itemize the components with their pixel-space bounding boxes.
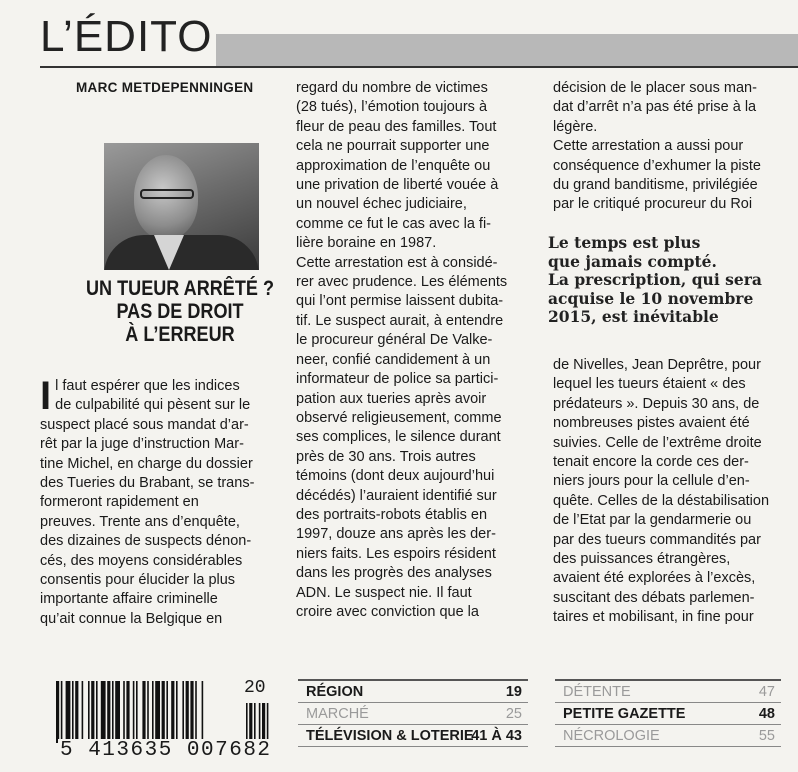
text-line: neer, confié candidement à un — [296, 351, 491, 368]
text-line: décision de le placer sous man- — [553, 80, 757, 96]
article-column-3-top — [553, 79, 793, 215]
text-line: dans les progrès des analyses — [296, 565, 492, 582]
text-line: lière boraine en 1987. — [296, 235, 437, 252]
barcode-bar — [133, 681, 135, 743]
text-line: témoins (dont deux aujourd’hui — [296, 468, 495, 485]
text-line: tine Michel, en charge du dossier — [40, 455, 253, 472]
toc-page-number: 25 — [505, 706, 522, 722]
text-line: des portraits-robots établis en — [296, 506, 488, 523]
text-line: ses complices, le silence durant — [296, 429, 501, 446]
text-line: tif. Le suspect aurait, à entendre — [296, 312, 504, 329]
text-line: (28 tués), l’émotion toujours à — [296, 99, 488, 116]
photo-glasses-shape — [140, 189, 194, 199]
barcode-bar — [166, 681, 168, 743]
text-line: une privation de liberté vouée à — [296, 177, 499, 194]
text-line: 1997, douze ans après les der- — [296, 526, 496, 543]
barcode-bar — [126, 681, 129, 743]
toc-label: TÉLÉVISION & LOTERIE — [306, 728, 474, 744]
barcode-bar — [136, 681, 138, 743]
text-line: de Nivelles, Jean Deprêtre, pour — [553, 357, 761, 373]
toc-entry — [298, 725, 528, 747]
toc-entry — [555, 725, 781, 747]
barcode-bar — [155, 681, 160, 743]
text-line: suspect placé sous mandat d’ar- — [40, 416, 249, 433]
article-column-3-bottom — [553, 356, 793, 628]
barcode-digits: 5 413635 007682 — [60, 739, 272, 762]
text-line: taires et mobilisant, in fine pour — [553, 609, 754, 626]
article-headline — [60, 277, 301, 346]
barcode-bar — [96, 681, 98, 743]
barcode-bar — [142, 681, 145, 743]
text-line: niers jours pour la cellule d’en- — [553, 473, 750, 490]
text-line: de culpabilité qui pèsent sur le — [55, 397, 251, 414]
table-of-contents-right — [555, 679, 781, 747]
text-line: formeront rapidement en — [40, 494, 199, 511]
text-line: suivies. Celle de l’extrême droite — [553, 434, 762, 451]
text-line: des Tueries du Brabant, se trans- — [40, 475, 255, 492]
text-line: niers faits. Les espoirs résident — [296, 545, 496, 562]
text-line: conséquence d’exhumer la piste — [553, 157, 761, 174]
text-line: croire avec conviction que la — [296, 603, 479, 620]
barcode-bar — [123, 681, 125, 743]
toc-label: PETITE GAZETTE — [563, 706, 686, 722]
text-line: cés, des moyens considérables — [40, 552, 243, 569]
text-line: ADN. Le suspect nie. Il faut — [296, 584, 472, 601]
barcode-bar — [88, 681, 90, 743]
text-line: pation aux tueries après avoir — [296, 390, 487, 407]
text-line: prédateurs ». Depuis 30 ans, de — [553, 395, 760, 412]
text-line: importante affaire criminelle — [40, 591, 218, 608]
text-line: comme ce fut le cas avec la fi- — [296, 215, 492, 232]
text-line: informateur de police sa partici- — [296, 371, 499, 388]
text-line: près de 30 ans. Trois autres — [296, 448, 476, 465]
text-line: nombreuses pistes avaient été — [553, 415, 750, 432]
text-line: décédés) l’auraient identifié sur — [296, 487, 497, 504]
barcode-bar — [195, 681, 197, 743]
pull-quote — [548, 234, 788, 327]
text-line: l faut espérer que les indices — [55, 378, 240, 394]
toc-entry — [555, 703, 781, 725]
text-line: consentis pour élucider la plus — [40, 572, 236, 589]
text-line: de l’Etat par la gendarmerie ou — [553, 512, 752, 529]
toc-entry — [555, 681, 781, 703]
barcode-bar — [107, 681, 110, 743]
toc-page-number: 41 À 43 — [471, 728, 522, 744]
toc-entry — [298, 681, 528, 703]
toc-page-number: 47 — [758, 684, 775, 700]
text-line: Cette arrestation est à considé- — [296, 254, 498, 271]
barcode-bar — [147, 681, 149, 743]
text-line: qu’ait connue la Belgique en — [40, 610, 223, 627]
text-line: le procureur général De Valke- — [296, 332, 493, 349]
headline-line: PAS DE DROIT — [116, 300, 244, 323]
barcode-bar — [152, 681, 154, 743]
pull-quote-line: que jamais compté. — [548, 251, 717, 271]
barcode-bar — [202, 681, 204, 743]
text-line: preuves. Trente ans d’enquête, — [40, 513, 240, 530]
barcode-bar — [190, 681, 193, 743]
drop-cap: I — [40, 374, 52, 418]
toc-entry — [298, 703, 528, 725]
text-line: observé religieusement, comme — [296, 409, 502, 426]
text-line: tenait encore la corde ces der- — [553, 454, 749, 471]
text-line: par le critiqué procureur du Roi — [553, 196, 753, 213]
barcode-bar — [115, 681, 120, 743]
barcode-bar — [112, 681, 114, 743]
barcode-bar — [176, 681, 178, 743]
pull-quote-line: La prescription, qui sera — [548, 270, 762, 289]
text-line: rer avec prudence. Les éléments — [296, 274, 508, 291]
text-line: regard du nombre de victimes — [296, 80, 488, 96]
pull-quote-line: 2015, est inévitable — [548, 307, 719, 326]
toc-page-number: 48 — [758, 706, 775, 722]
text-line: suscitant des débats parlemen- — [553, 589, 755, 606]
barcode-bar — [171, 681, 174, 743]
author-photo — [104, 143, 259, 270]
text-line: un nouvel échec judiciaire, — [296, 196, 467, 213]
barcode-bar — [66, 681, 71, 743]
toc-label: RÉGION — [306, 684, 364, 700]
text-line: cela ne pourrait supporter une — [296, 138, 490, 155]
section-title: L’ÉDITO — [40, 12, 213, 61]
text-line: quête. Celles de la déstabilisation — [553, 492, 770, 509]
text-line: des dizaines de suspects dénon- — [40, 533, 252, 550]
toc-page-number: 19 — [505, 684, 522, 700]
barcode-bar — [101, 681, 106, 743]
text-line: fleur de peau des familles. Tout — [296, 118, 497, 135]
barcode-bar — [91, 681, 94, 743]
text-line: dat d’arrêt n’a pas été prise à la — [553, 99, 757, 116]
barcode-bar — [186, 681, 189, 743]
barcode-bar — [182, 681, 184, 743]
text-line: du grand banditisme, privilégiée — [553, 177, 758, 194]
barcode-bar — [82, 681, 84, 743]
issue-number: 20 — [244, 678, 266, 698]
toc-label: NÉCROLOGIE — [563, 728, 660, 744]
text-line: Cette arrestation a aussi pour — [553, 138, 744, 155]
text-line: qui l’ont permise laissent dubita- — [296, 293, 504, 310]
text-line: légère. — [553, 118, 598, 135]
barcode-bar — [61, 681, 63, 743]
header-divider — [40, 66, 798, 68]
text-line: approximation de l’enquête ou — [296, 157, 491, 174]
table-of-contents-left — [298, 679, 528, 747]
text-line: avaient été explorées à l’excès, — [553, 570, 756, 587]
toc-label: MARCHÉ — [306, 706, 369, 722]
headline-line: À L’ERREUR — [125, 323, 235, 346]
pull-quote-line: Le temps est plus — [548, 233, 701, 252]
text-line: lequel les tueurs étaient « des — [553, 376, 746, 393]
text-line: rêt par la juge d’instruction Mar- — [40, 436, 244, 453]
barcode-bar — [75, 681, 78, 743]
headline-line: UN TUEUR ARRÊTÉ ? — [86, 277, 274, 300]
article-column-2 — [296, 79, 528, 622]
barcode-bar — [162, 681, 165, 743]
header-gray-band — [216, 34, 798, 66]
toc-page-number: 55 — [758, 728, 775, 744]
article-column-1 — [40, 374, 262, 629]
pull-quote-line: acquise le 10 novembre — [548, 288, 754, 308]
text-line: par des tueurs commandités par — [553, 531, 761, 548]
author-byline: MARC METDEPENNINGEN — [76, 80, 254, 95]
text-line: des puissances étrangères, — [553, 551, 731, 568]
barcode — [50, 678, 290, 769]
barcode-bar — [56, 681, 59, 743]
barcode-bar — [72, 681, 74, 743]
toc-label: DÉTENTE — [563, 684, 631, 700]
